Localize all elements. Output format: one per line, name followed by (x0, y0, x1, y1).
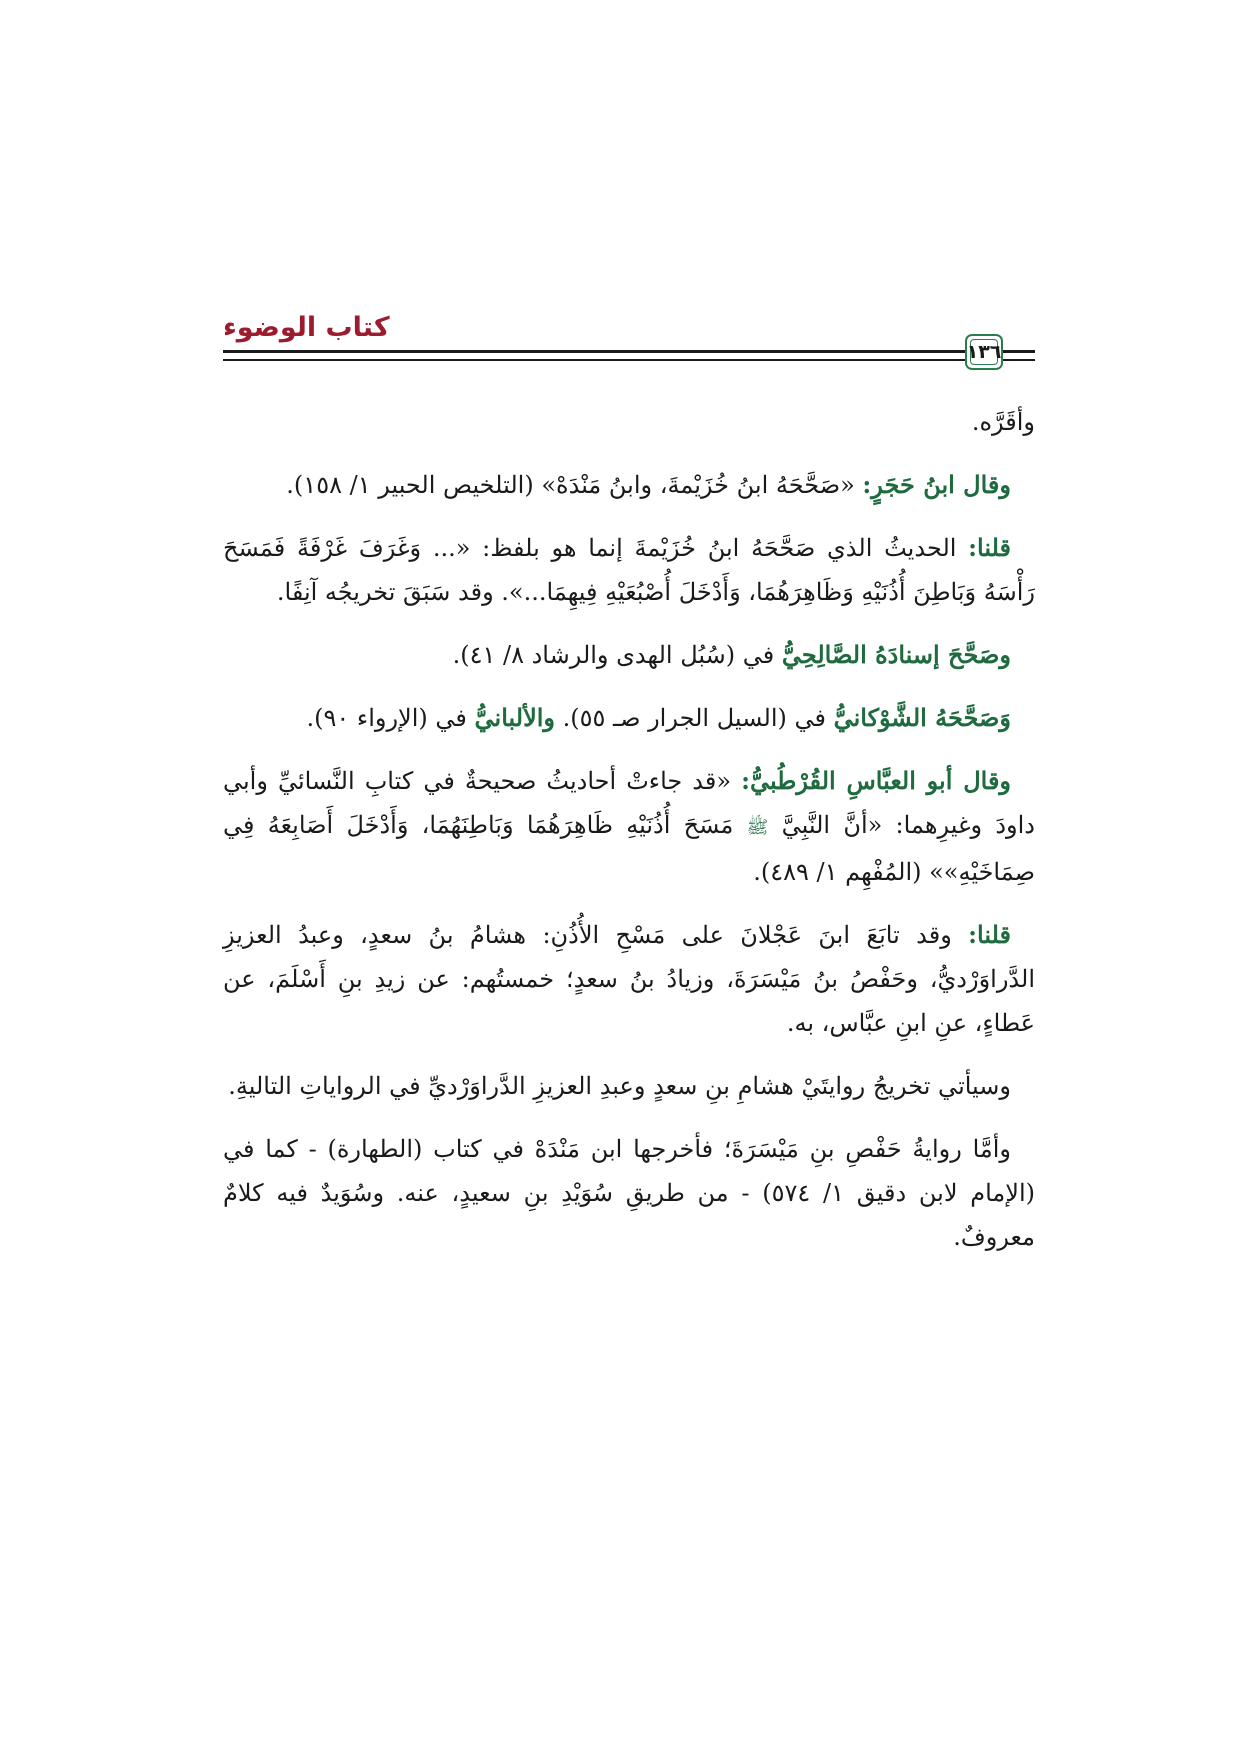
honorific-glyph: ﷺ (746, 817, 769, 838)
paragraph-text: «قد جاءتْ أحاديثُ صحيحةٌ في كتابِ النَّسائيِّ وأبي داودَ وغيرِهما: «أنَّ النَّبِيَّ (223, 767, 1035, 839)
paragraph-text: وأمَّا روايةُ حَفْصِ بنِ مَيْسَرَةَ؛ فأخرجها ابن مَنْدَهْ في كتاب (الطهارة) - كما في (الإمام لابن دقيق ١/ ٥٧٤) - من طريقِ سُوَيْدِ بنِ سعيدٍ، عنه. وسُوَيدٌ فيه كلامٌ معروفٌ. (223, 1135, 1036, 1251)
paragraph-text: وأقَرَّه. (971, 408, 1035, 436)
header-rule-bottom (223, 359, 965, 361)
narrator-name: قلنا: (968, 920, 1011, 949)
paragraph (223, 633, 1035, 677)
paragraph-text: في (السيل الجرار صـ ٥٥). (555, 704, 834, 732)
paragraph-text: «صَحَّحَهُ ابنُ خُزَيْمةَ، وابنُ مَنْدَهْ» (التلخيص الحبير ١/ ١٥٨). (286, 471, 863, 499)
book-title: كتاب الوضوء (223, 312, 390, 343)
paragraph (223, 696, 1035, 740)
header-rule-stub-top (1003, 350, 1035, 353)
paragraph (223, 526, 1035, 614)
paragraph-text: في (الإرواء ٩٠). (306, 704, 475, 732)
page-number-badge (965, 334, 1003, 370)
paragraph-text: في (سُبُل الهدى والرشاد ٨/ ٤١). (452, 641, 782, 669)
main-text (223, 400, 1035, 1278)
paragraph-text: مَسَحَ أُذُنَيْهِ ظَاهِرَهُمَا وَبَاطِنَهُمَا، وَأَدْخَلَ أَصَابِعَهُ فِي صِمَاخَيْهِ»» (المُفْهِم ١/ ٤٨٩). (223, 811, 1035, 886)
paragraph (223, 1064, 1035, 1108)
paragraph-text: الحديثُ الذي صَحَّحَهُ ابنُ خُزَيْمةَ إنما هو بلفظ: «... وَغَرَفَ غَرْفَةً فَمَسَحَ رَأْسَهُ وَبَاطِنَ أُذُنَيْهِ وَظَاهِرَهُمَا، وَأَدْخَلَ أُصْبُعَيْهِ فِيهِمَا...». وقد سَبَقَ تخريجُه آنِفًا. (223, 534, 1035, 606)
header-rule-stub-bottom (1003, 359, 1035, 361)
paragraph-text: وسيأتي تخريجُ روايتَيْ هشامِ بنِ سعدٍ وعبدِ العزيزِ الدَّراوَرْديِّ في الرواياتِ التاليةِ. (228, 1072, 1011, 1100)
paragraph (223, 1127, 1035, 1259)
paragraph (223, 463, 1035, 507)
page-number: ١٣٦ (966, 341, 1002, 363)
paragraph (223, 759, 1035, 894)
narrator-name: وقال ابنُ حَجَرٍ: (862, 470, 1011, 499)
narrator-name: قلنا: (968, 533, 1011, 562)
narrator-name: وَصَحَّحَهُ الشَّوْكانيُّ (833, 703, 1011, 732)
paragraph-text: وقد تابَعَ ابنَ عَجْلانَ على مَسْحِ الأُذُنِ: هشامُ بنُ سعدٍ، وعبدُ العزيزِ الدَّراوَرْديُّ، وحَفْصُ بنُ مَيْسَرَةَ، وزيادُ بنُ سعدٍ؛ خمستُهم: عن زيدِ بنِ أَسْلَمَ، عن عَطاءٍ، عنِ ابنِ عبَّاس، به. (223, 921, 1035, 1037)
narrator-name: والألبانيُّ (474, 703, 556, 732)
narrator-name: وقال أبو العبَّاسِ القُرْطُبيُّ: (741, 766, 1012, 795)
narrator-name: وصَحَّحَ إسنادَهُ الصَّالِحِيُّ (781, 640, 1011, 669)
page-header (223, 312, 1035, 372)
header-rule-top (223, 350, 965, 353)
paragraph (223, 400, 1035, 444)
paragraph (223, 913, 1035, 1045)
